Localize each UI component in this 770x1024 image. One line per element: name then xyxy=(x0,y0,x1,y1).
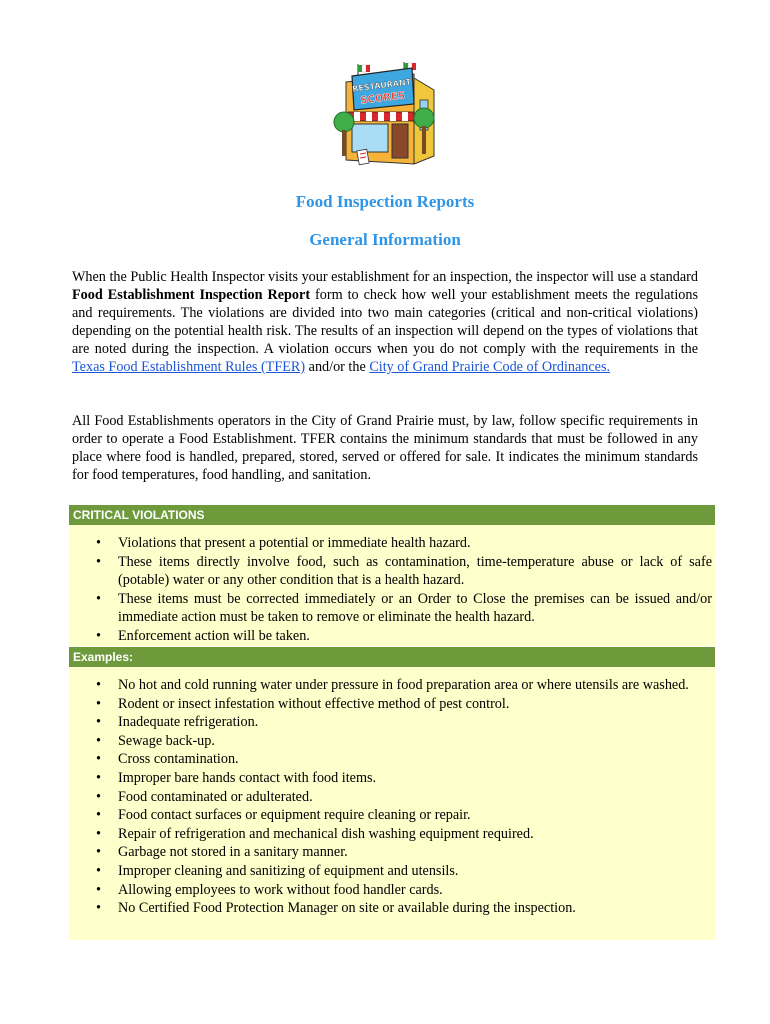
bullet-icon: • xyxy=(96,590,101,607)
list-item-text: Cross contamination. xyxy=(118,751,239,768)
requirements-paragraph: All Food Establishments operators in the City of Grand Prairie must, by law, follow specific requirements in order to operate a Food Establishment. TFER contains the minimum standards that must be followed in any place where food is handled, prepared, stored, served or offered for sale. It indicates the minimum standards for food temperatures, food handling, and sanitation. xyxy=(72,413,698,483)
list-item-text: Sewage back-up. xyxy=(118,732,215,749)
list-item xyxy=(69,843,715,862)
bullet-icon: • xyxy=(96,807,101,824)
bullet-icon: • xyxy=(96,732,101,749)
list-item xyxy=(69,676,715,695)
list-item xyxy=(69,825,715,844)
report-form-name: Food Establishment Inspection Report xyxy=(72,287,311,303)
bullet-icon: • xyxy=(96,881,101,898)
list-item xyxy=(69,627,715,646)
intro-text-3: and/or the xyxy=(305,359,370,375)
list-item-text: No Certified Food Protection Manager on site or available during the inspection. xyxy=(118,900,576,917)
list-item xyxy=(69,695,715,714)
restaurant-scores-logo xyxy=(322,60,446,172)
bullet-icon: • xyxy=(96,900,101,917)
list-item-text: Violations that present a potential or immediate health hazard. xyxy=(118,535,471,551)
logo-text-scores: SCORES xyxy=(359,90,406,107)
list-item xyxy=(69,806,715,825)
list-item xyxy=(69,732,715,751)
list-item-text: No hot and cold running water under pressure in food preparation area or where utensils are washed. xyxy=(118,677,689,693)
list-item xyxy=(69,862,715,881)
list-item xyxy=(69,534,715,553)
bullet-icon: • xyxy=(96,695,101,712)
list-item-text: Allowing employees to work without food handler cards. xyxy=(118,881,443,898)
list-item-text: Improper bare hands contact with food items. xyxy=(118,769,377,786)
list-item xyxy=(69,553,715,590)
list-item-text: Repair of refrigeration and mechanical dish washing equipment required. xyxy=(118,825,534,842)
list-item-text: Improper cleaning and sanitizing of equipment and utensils. xyxy=(118,862,459,879)
tfer-link[interactable]: Texas Food Establishment Rules (TFER) xyxy=(72,359,306,375)
list-item-text: Enforcement action will be taken. xyxy=(118,627,310,644)
bullet-icon: • xyxy=(96,677,101,693)
critical-violations-list xyxy=(69,534,715,646)
intro-text-1: When the Public Health Inspector visits your establishment for an inspection, the inspector will use a standard xyxy=(72,269,698,285)
intro-paragraph xyxy=(72,268,698,376)
list-item-text: Garbage not stored in a sanitary manner. xyxy=(118,844,348,861)
logo-text-restaurant: RESTAURANT xyxy=(351,77,412,94)
list-item-text: Food contaminated or adulterated. xyxy=(118,788,313,805)
list-item xyxy=(69,769,715,788)
page-title: Food Inspection Reports xyxy=(295,192,475,211)
city-code-link[interactable]: City of Grand Prairie Code of Ordinances. xyxy=(369,359,611,375)
bullet-icon: • xyxy=(96,788,101,805)
bullet-icon: • xyxy=(96,751,101,768)
critical-violations-box xyxy=(69,525,715,646)
list-item-text: Food contact surfaces or equipment require cleaning or repair. xyxy=(118,807,471,824)
list-item xyxy=(69,881,715,900)
section-subtitle: General Information xyxy=(309,230,461,249)
list-item xyxy=(69,899,715,918)
examples-list xyxy=(69,676,715,918)
list-item-text: These items must be corrected immediately or an Order to Close the premises can be issued and/or immediate action must be taken to remove or eliminate the health hazard. xyxy=(118,590,712,626)
bullet-icon: • xyxy=(96,769,101,786)
list-item-text: Inadequate refrigeration. xyxy=(118,714,259,731)
bullet-icon: • xyxy=(96,825,101,842)
list-item xyxy=(69,750,715,769)
list-item-text: Rodent or insect infestation without effective method of pest control. xyxy=(118,695,510,712)
bullet-icon: • xyxy=(96,844,101,861)
critical-violations-header: CRITICAL VIOLATIONS xyxy=(69,505,715,525)
examples-header: Examples: xyxy=(69,647,715,667)
bullet-icon: • xyxy=(96,862,101,879)
list-item xyxy=(69,590,715,627)
bullet-icon: • xyxy=(96,627,101,644)
list-item xyxy=(69,713,715,732)
bullet-icon: • xyxy=(96,553,101,570)
list-item-text: These items directly involve food, such as contamination, time-temperature abuse or lack of safe (potable) water or any other condition that is a health hazard. xyxy=(118,553,712,589)
intro-text-2: form to check how well your establishment meets the regulations and requirements. The violations are divided into two main categories (critical and non-critical violations) depending on the potential health risk. The results of an inspection will depend on the types of violations that are noted during the inspection. A violation occurs when you do not comply with the requirements in the xyxy=(72,287,698,357)
list-item xyxy=(69,788,715,807)
bullet-icon: • xyxy=(96,714,101,731)
bullet-icon: • xyxy=(96,535,101,551)
examples-box xyxy=(69,667,715,940)
